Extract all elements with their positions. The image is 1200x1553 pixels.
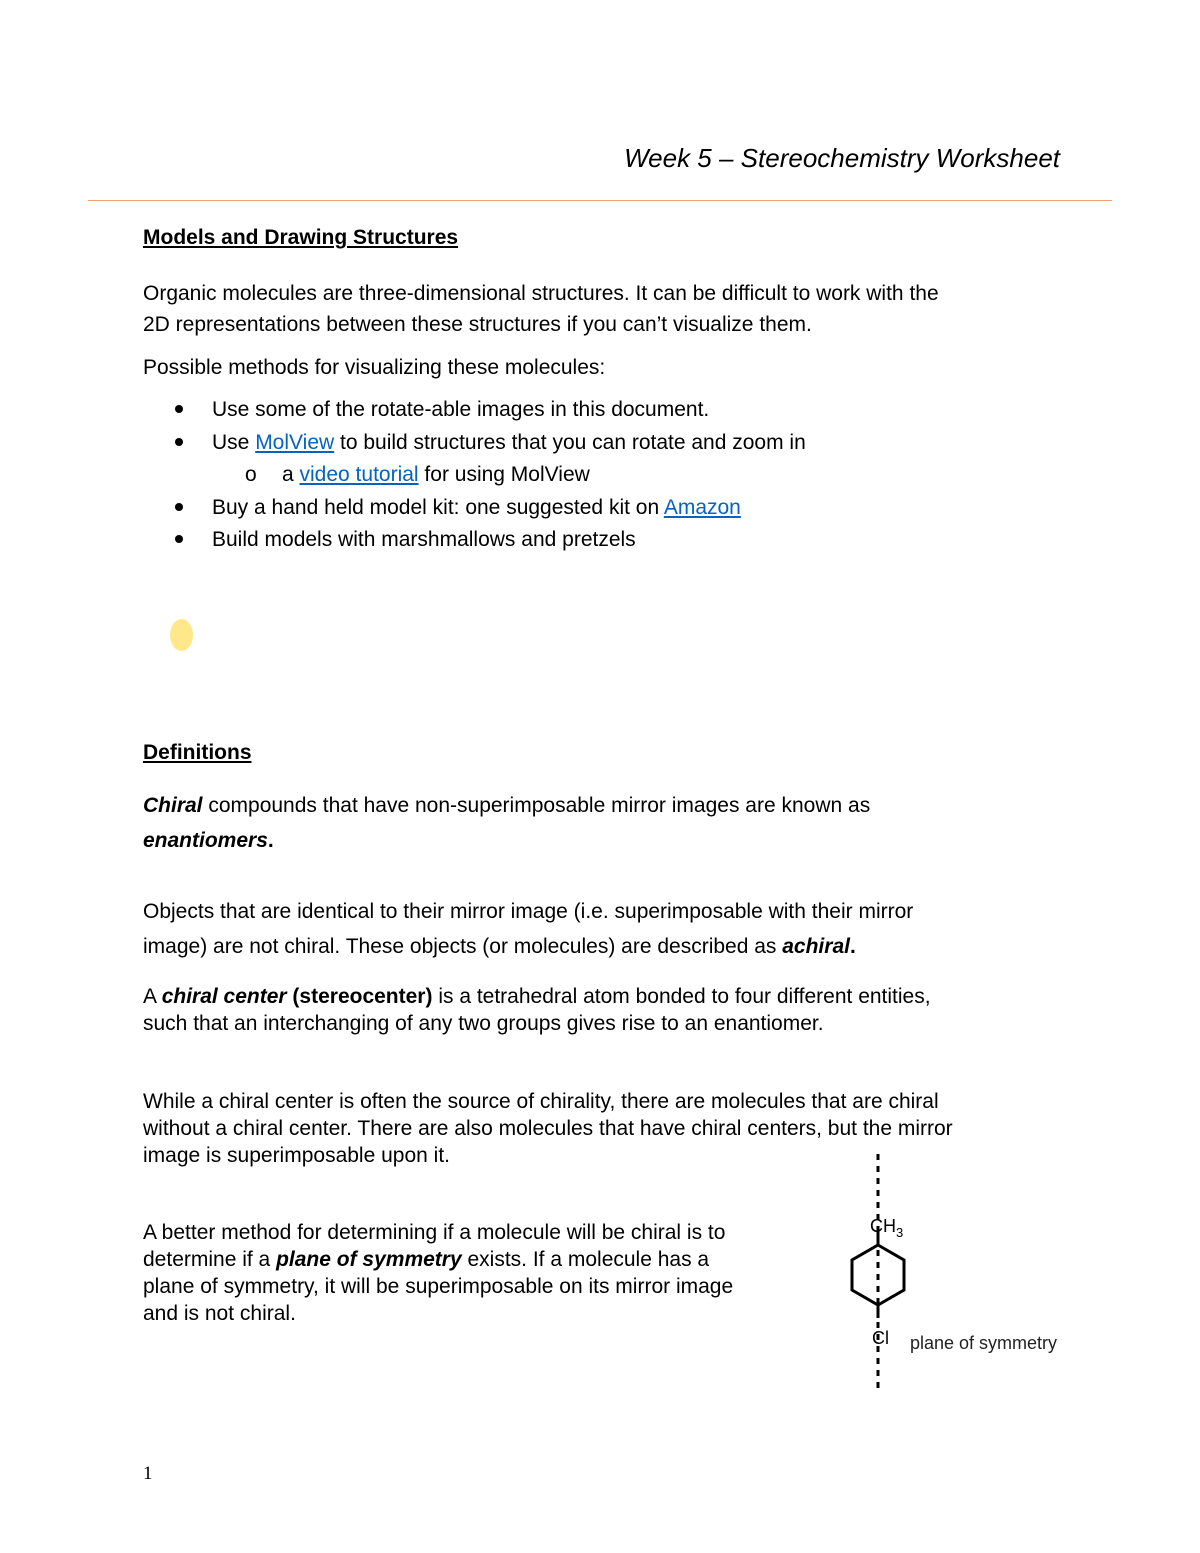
definition-achiral <box>143 894 913 964</box>
bullet-text: for using MolView <box>418 463 590 486</box>
definition-text: image) are not chiral. These objects (or molecules) are described as <box>143 935 783 958</box>
term-chiral-center: chiral center <box>161 985 287 1008</box>
definition-text: compounds that have non-superimposable mirror images are known as <box>202 794 871 817</box>
definition-chiral-center <box>143 983 931 1037</box>
definition-text: determine if a <box>143 1248 277 1271</box>
molview-link[interactable]: MolView <box>255 430 335 454</box>
plane-of-symmetry-figure <box>820 1150 1090 1395</box>
paragraph-plane-of-symmetry <box>143 1219 733 1327</box>
definition-text: A <box>143 985 162 1008</box>
achiral-line-1: Objects that are identical to their mirror image (i.e. superimposable with their mirror <box>143 900 914 923</box>
methods-intro: Possible methods for visualizing these molecules: <box>143 356 606 379</box>
bullet-text-marshmallows: Build models with marshmallows and pretzels <box>212 528 636 551</box>
amazon-link[interactable]: Amazon <box>663 495 741 519</box>
bullet-text: Use <box>212 430 256 454</box>
list-item <box>145 395 806 428</box>
cl-group-label: Cl <box>872 1328 889 1348</box>
bullet-icon <box>175 438 183 446</box>
sub-bullet-icon: o <box>245 463 257 486</box>
definition-chiral <box>143 788 870 858</box>
term-enantiomers: enantiomers <box>143 829 268 852</box>
chiral-center-line-2: such that an interchanging of any two groups gives rise to an enantiomer. <box>143 1012 824 1035</box>
paragraph-line: While a chiral center is often the source of chirality, there are molecules that are chiral <box>143 1090 939 1113</box>
bullet-icon <box>175 405 183 413</box>
list-item <box>145 428 806 461</box>
bullet-text: to build structures that you can rotate and zoom in <box>334 430 806 454</box>
video-tutorial-link[interactable]: video tutorial <box>299 463 419 486</box>
list-item <box>145 460 806 493</box>
intro-paragraph <box>143 278 939 340</box>
bullet-icon <box>175 503 183 511</box>
header-divider <box>88 200 1112 201</box>
term-stereocenter: (stereocenter) <box>286 985 433 1008</box>
page-number: 1 <box>143 1463 153 1484</box>
section-heading-definitions: Definitions <box>143 741 252 764</box>
figure-caption: plane of symmetry <box>910 1333 1058 1353</box>
list-item <box>145 493 806 526</box>
bullet-text: a <box>282 463 300 486</box>
term-plane-of-symmetry: plane of symmetry <box>276 1248 462 1271</box>
term-chiral: Chiral <box>143 794 203 817</box>
bullet-icon <box>175 535 183 543</box>
highlight-marker <box>170 619 193 651</box>
section-heading-models: Models and Drawing Structures <box>143 226 459 249</box>
intro-line-2: 2D representations between these structures if you can’t visualize them. <box>143 313 812 336</box>
paragraph-line: plane of symmetry, it will be superimposable on its mirror image <box>143 1275 734 1298</box>
list-item <box>145 525 806 558</box>
bullet-text-rotate-images: Use some of the rotate-able images in this document. <box>212 398 710 421</box>
definition-text: exists. If a molecule has a <box>461 1248 710 1271</box>
paragraph-line: image is superimposable upon it. <box>143 1144 451 1167</box>
definition-text: . <box>849 935 856 958</box>
paragraph-line: and is not chiral. <box>143 1302 296 1325</box>
paragraph-line: without a chiral center. There are also molecules that have chiral centers, but the mirror <box>143 1117 953 1140</box>
term-achiral: achiral <box>782 935 850 958</box>
bullet-text: Buy a hand held model kit: one suggested kit on <box>212 495 664 519</box>
definition-text: . <box>267 829 274 852</box>
definition-text: is a tetrahedral atom bonded to four different entities, <box>432 985 931 1008</box>
paragraph-line: A better method for determining if a molecule will be chiral is to <box>143 1221 726 1244</box>
methods-list <box>145 395 806 558</box>
intro-line-1: Organic molecules are three-dimensional structures. It can be difficult to work with the <box>143 282 939 305</box>
ch3-group-label: $CH_3$ <box>870 1216 904 1240</box>
document-title: Week 5 – Stereochemistry Worksheet <box>624 143 1060 173</box>
